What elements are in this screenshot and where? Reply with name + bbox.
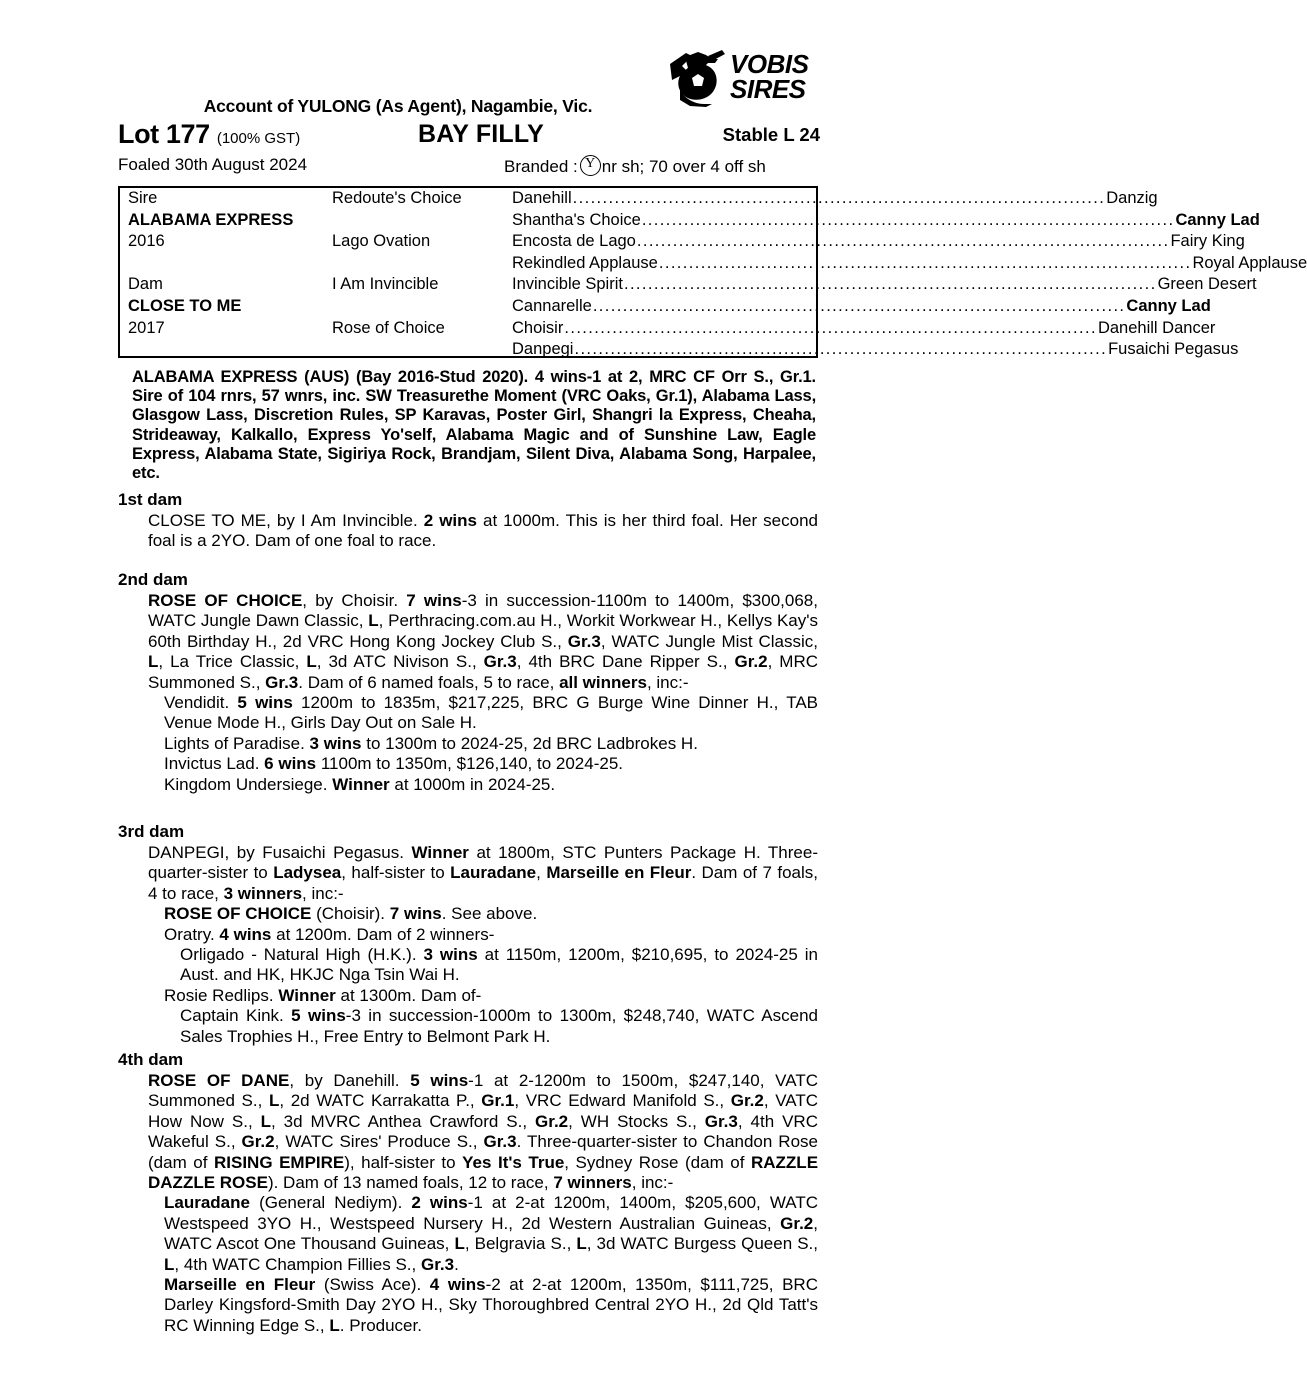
logo-line-vobis: VOBIS: [730, 49, 809, 79]
pedigree-entry: Kingdom Undersiege. Winner at 1000m in 2024-25.: [164, 774, 556, 794]
pedigree-entry: Captain Kink. 5 wins-3 in succession-1000m to 1300m, $248,740, WATC Ascend Sales Trophies H., Free Entry to Belmont Park H.: [180, 1006, 818, 1046]
brand-circle-y-icon: [580, 155, 601, 176]
dot-leader: .........................................................................................: [564, 318, 1097, 337]
branded-description: nr sh; 70 over 4 off sh: [601, 157, 766, 176]
dot-leader: .........................................................................................: [623, 275, 1157, 294]
pedigree-name-right: Danzig: [1106, 189, 1158, 207]
logo-wordmark: [730, 49, 809, 104]
stable-label: Stable L 24: [722, 124, 820, 145]
pedigree-entry: ROSE OF CHOICE, by Choisir. 7 wins-3 in succession-1100m to 1400m, $300,068, WATC Jungle Dawn Classic, L, Perthracing.com.au H., Workit Workwear H., Kellys Kay's 60th Birthday H., 2d VRC Hong Kong Jockey Club S., Gr.3, WATC Jungle Mist Classic, L, La Trice Classic, L, 3d ATC Nivison S., Gr.3, 4th BRC Dane Ripper S., Gr.2, MRC Summoned S., Gr.3. Dam of 6 named foals, 5 to race, all winners, inc:-: [148, 591, 818, 692]
pedigree-cell-generation1: CLOSE TO ME: [128, 297, 242, 315]
lot-number-text: Lot 177: [118, 119, 210, 149]
pedigree-entry: Lights of Paradise. 3 wins to 1300m to 2024-25, 2d BRC Ladbrokes H.: [164, 733, 698, 753]
dot-leader: .........................................................................................: [641, 210, 1175, 229]
pedigree-entry: Oratry. 4 wins at 1200m. Dam of 2 winners-: [164, 924, 495, 944]
pedigree-name-left: Choisir: [512, 318, 564, 337]
pedigree-name-left: Shantha's Choice: [512, 210, 641, 229]
pedigree-cell-generation1: Sire: [128, 189, 158, 207]
pedigree-row: [120, 210, 1260, 232]
pedigree-cell-generation1: 2016: [128, 232, 165, 251]
pedigree-cell-generation3: [512, 253, 1307, 275]
lot-title-row: [118, 119, 820, 153]
pedigree-entry: Lauradane (General Nediym). 2 wins-1 at 2-at 1200m, 1400m, $205,600, WATC Westspeed 3YO H., Westspeed Nursery H., 2d Western Australian Guineas, Gr.2, WATC Ascot One Thousand Guineas, L, Belgravia S., L, 3d WATC Burgess Queen S., L, 4th WATC Champion Fillies S., Gr.3.: [164, 1193, 819, 1274]
foaled-date: Foaled 30th August 2024: [118, 155, 308, 174]
pedigree-row: [120, 253, 1307, 275]
pedigree-row: [120, 188, 1158, 210]
pedigree-name-left: Rekindled Applause: [512, 253, 658, 272]
dot-leader: .........................................................................................: [636, 232, 1170, 251]
dot-leader: .........................................................................................: [572, 189, 1106, 207]
dot-leader: .........................................................................................: [592, 297, 1126, 315]
pedigree-name-left: Danpegi: [512, 340, 574, 359]
pedigree-entry: Vendidit. 5 wins 1200m to 1835m, $217,225, BRC G Burge Wine Dinner H., TAB Venue Mode H., Girls Day Out on Sale H.: [164, 693, 818, 733]
pedigree-entry: Invictus Lad. 6 wins 1100m to 1350m, $126,140, to 2024-25.: [164, 754, 623, 774]
branded-info: [504, 155, 766, 177]
pedigree-name-right: Royal Applause: [1192, 253, 1307, 272]
pedigree-name-right: Fairy King: [1170, 232, 1245, 251]
pedigree-row: [120, 274, 1257, 296]
pedigree-cell-generation3: [512, 339, 1239, 361]
pedigree-row: [120, 231, 1245, 253]
dam-heading: 4th dam: [118, 1050, 184, 1069]
pedigree-name-right: Green Desert: [1157, 275, 1257, 294]
pedigree-name-left: Invincible Spirit: [512, 275, 623, 294]
dam-heading: 3rd dam: [118, 822, 185, 841]
pedigree-entry: Rosie Redlips. Winner at 1300m. Dam of-: [164, 985, 482, 1005]
pedigree-name-right: Canny Lad: [1126, 297, 1211, 315]
lot-number: [118, 119, 300, 150]
pedigree-cell-generation1: ALABAMA EXPRESS: [128, 210, 294, 229]
pedigree-cell-generation3: [512, 188, 1158, 210]
dot-leader: .........................................................................................: [574, 340, 1108, 359]
pedigree-cell-generation3: [512, 318, 1216, 340]
pedigree-cell-generation1: 2017: [128, 318, 165, 337]
pedigree-cell-generation2: Rose of Choice: [332, 318, 445, 337]
pedigree-row: [120, 296, 1211, 318]
pedigree-cell-generation2: Redoute's Choice: [332, 189, 462, 207]
pedigree-cell-generation2: I Am Invincible: [332, 275, 439, 294]
pedigree-cell-generation3: [512, 231, 1245, 253]
pedigree-cell-generation3: [512, 274, 1257, 296]
dam-body: [118, 591, 818, 795]
pedigree-entry: Marseille en Fleur (Swiss Ace). 4 wins-2 at 2-at 1200m, 1350m, $111,725, BRC Darley Kingsford-Smith Day 2YO H., Sky Thoroughbred Central 2YO H., 2d Qld Tatt's RC Winning Edge S., L. Producer.: [164, 1275, 818, 1335]
pedigree-cell-generation1: Dam: [128, 275, 163, 294]
branded-label: Branded :: [504, 157, 578, 176]
catalogue-page: [118, 0, 1307, 1400]
pedigree-entry: DANPEGI, by Fusaichi Pegasus. Winner at 1800m, STC Punters Package H. Three-quarter-sister to Ladysea, half-sister to Lauradane, Marseille en Fleur. Dam of 7 foals, 4 to race, 3 winners, inc:-: [148, 843, 818, 903]
vobis-sires-logo: [668, 48, 820, 110]
account-line: Account of YULONG (As Agent), Nagambie, Vic.: [203, 96, 593, 116]
dam-body: [118, 843, 818, 1047]
pedigree-name-left: Encosta de Lago: [512, 232, 636, 251]
pedigree-entry: Orligado - Natural High (H.K.). 3 wins at 1150m, 1200m, $210,695, to 2024-25 in Aust. and HK, HKJC Nga Tsin Wai H.: [180, 945, 819, 985]
pedigree-cell-generation3: [512, 296, 1211, 318]
pedigree-entry: ROSE OF CHOICE (Choisir). 7 wins. See above.: [164, 904, 538, 924]
sire-description: ALABAMA EXPRESS (AUS) (Bay 2016-Stud 2020). 4 wins-1 at 2, MRC CF Orr S., Gr.1. Sire of 104 rnrs, 57 wnrs, inc. SW Treasurethe Moment (VRC Oaks, Gr.1), Alabama Lass, Glasgow Lass, Discretion Rules, SP Karavas, Poster Girl, Shangri la Express, Cheaha, Strideaway, Kalkallo, Express Yo'self, Alabama Magic and of Sunshine Law, Eagle Express, Alabama State, Sigiriya Rock, Brandjam, Silent Diva, Alabama Song, Harpalee, etc.: [132, 368, 816, 483]
dam-body: [118, 511, 818, 552]
foaled-branded-row: [118, 155, 820, 179]
logo-line-sires: SIRES: [730, 74, 806, 104]
dam-heading: 2nd dam: [118, 570, 188, 589]
pedigree-row: [120, 318, 1216, 340]
pedigree-name-left: Danehill: [512, 189, 572, 207]
pedigree-name-right: Danehill Dancer: [1097, 318, 1216, 337]
pedigree-table: [118, 186, 1307, 359]
pedigree-cell-generation3: [512, 210, 1260, 232]
pedigree-name-right: Fusaichi Pegasus: [1108, 340, 1239, 359]
pedigree-name-left: Cannarelle: [512, 297, 592, 315]
pedigree-entry: ROSE OF DANE, by Danehill. 5 wins-1 at 2-1200m to 1500m, $247,140, VATC Summoned S., L, 2d WATC Karrakatta P., Gr.1, VRC Edward Manifold S., Gr.2, VATC How Now S., L, 3d MVRC Anthea Crawford S., Gr.2, WH Stocks S., Gr.3, 4th VRC Wakeful S., Gr.2, WATC Sires' Produce S., Gr.3. Three-quarter-sister to Chandon Rose (dam of RISING EMPIRE), half-sister to Yes It's True, Sydney Rose (dam of RAZZLE DAZZLE ROSE). Dam of 13 named foals, 12 to race, 7 winners, inc:-: [148, 1071, 819, 1193]
pedigree-row: [120, 339, 1239, 361]
gst-note: (100% GST): [216, 130, 301, 147]
pedigree-entry: CLOSE TO ME, by I Am Invincible. 2 wins at 1000m. This is her third foal. Her second foal is a 2YO. Dam of one foal to race.: [148, 511, 818, 551]
pedigree-name-right: Canny Lad: [1175, 210, 1260, 229]
brand-glyph-letter: Y: [585, 156, 596, 171]
page-title: BAY FILLY: [418, 120, 544, 148]
dot-leader: .........................................................................................: [658, 253, 1192, 272]
pedigree-cell-generation2: Lago Ovation: [332, 232, 431, 251]
dam-heading: 1st dam: [118, 490, 183, 509]
dam-body: [118, 1071, 818, 1336]
